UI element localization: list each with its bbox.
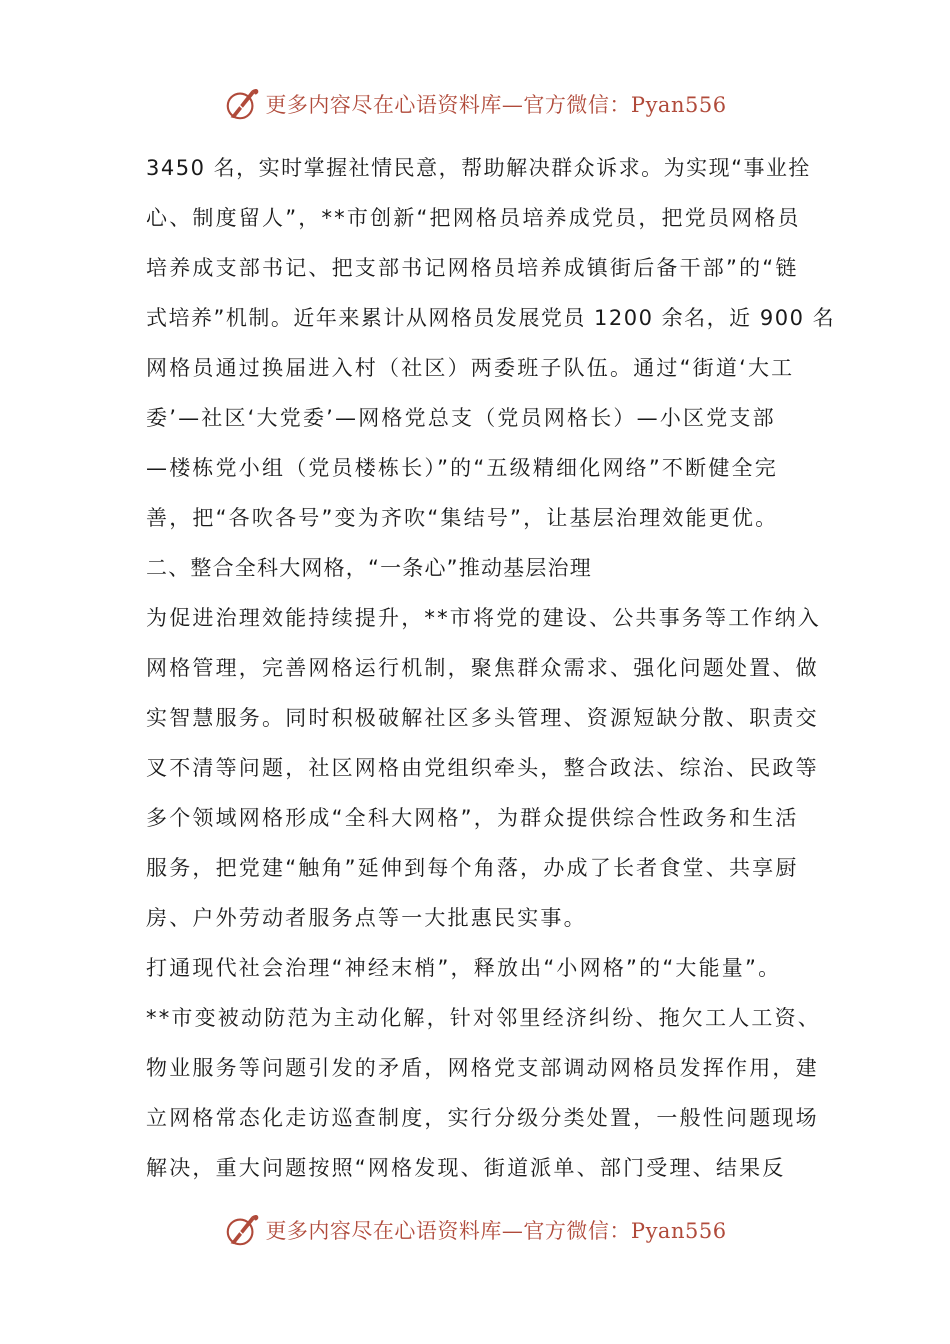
footer-banner xyxy=(0,1210,950,1250)
header-banner-text: 更多内容尽在心语资料库—官方微信：Pyan556 xyxy=(265,93,727,117)
document-body xyxy=(146,143,836,1193)
text-line: 打通现代社会治理“神经末梢”，释放出“小网格”的“大能量”。 xyxy=(146,956,782,980)
text-line: 培养成支部书记、把支部书记网格员培养成镇街后备干部”的“链 xyxy=(146,256,799,280)
quill-pen-circle-icon xyxy=(223,85,261,123)
text-line: 为促进治理效能持续提升，**市将党的建设、公共事务等工作纳入 xyxy=(146,606,821,630)
text-line: 委’—社区‘大党委’—网格党总支（党员网格长）—小区党支部 xyxy=(146,406,776,430)
text-line: 立网格常态化走访巡查制度，实行分级分类处置，一般性问题现场 xyxy=(146,1106,819,1130)
text-line: 善，把“各吹各号”变为齐吹“集结号”，让基层治理效能更优。 xyxy=(146,506,779,530)
text-line: 3450 名，实时掌握社情民意，帮助解决群众诉求。为实现“事业拴 xyxy=(146,156,811,180)
text-line: 实智慧服务。同时积极破解社区多头管理、资源短缺分散、职责交 xyxy=(146,706,819,730)
footer-banner-text: 更多内容尽在心语资料库—官方微信：Pyan556 xyxy=(265,1219,727,1243)
text-line: 解决，重大问题按照“网格发现、街道派单、部门受理、结果反 xyxy=(146,1156,786,1180)
quill-pen-circle-icon xyxy=(223,1211,261,1249)
text-line: **市变被动防范为主动化解，针对邻里经济纠纷、拖欠工人工资、 xyxy=(146,1006,821,1030)
text-line: —楼栋党小组（党员楼栋长）”的“五级精细化网络”不断健全完 xyxy=(146,456,778,480)
text-line: 多个领域网格形成“全科大网格”，为群众提供综合性政务和生活 xyxy=(146,806,799,830)
section-heading: 二、整合全科大网格，“一条心”推动基层治理 xyxy=(146,556,592,580)
text-line: 式培养”机制。近年来累计从网格员发展党员 1200 余名，近 900 名 xyxy=(146,306,836,330)
header-banner xyxy=(0,84,950,124)
text-line: 网格管理，完善网格运行机制，聚焦群众需求、强化问题处置、做 xyxy=(146,656,819,680)
text-line: 网格员通过换届进入村（社区）两委班子队伍。通过“街道‘大工 xyxy=(146,356,795,380)
text-line: 服务，把党建“触角”延伸到每个角落，办成了长者食堂、共享厨 xyxy=(146,856,799,880)
text-line: 心、制度留人”，**市创新“把网格员培养成党员，把党员网格员 xyxy=(146,206,801,230)
text-line: 房、户外劳动者服务点等一大批惠民实事。 xyxy=(146,906,587,930)
text-line: 叉不清等问题，社区网格由党组织牵头，整合政法、综治、民政等 xyxy=(146,756,819,780)
text-line: 物业服务等问题引发的矛盾，网格党支部调动网格员发挥作用，建 xyxy=(146,1056,819,1080)
